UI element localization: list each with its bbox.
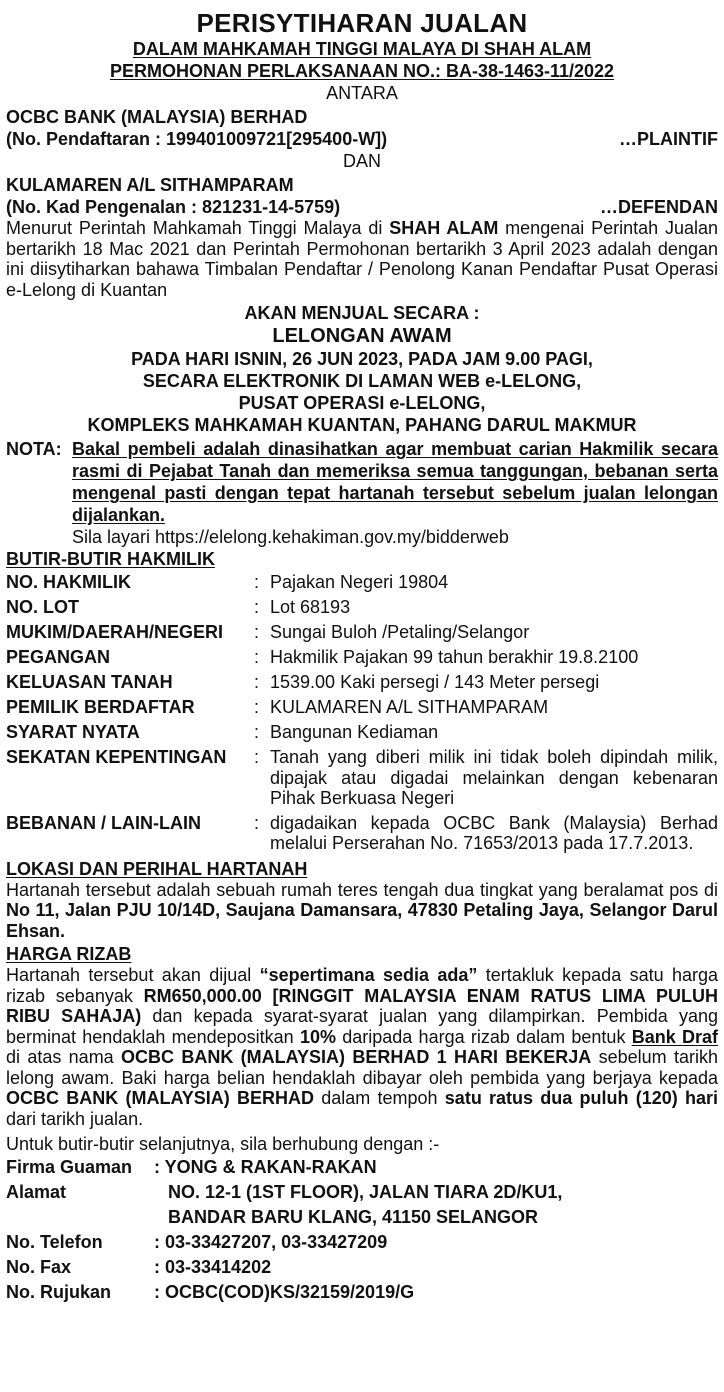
reserve-as-is: “sepertimana sedia ada” (259, 965, 478, 985)
location-text: Hartanah tersebut adalah sebuah rumah teres tengah dua tingkat yang beralamat pos di (6, 879, 718, 900)
detail-row-encumbrance (6, 813, 718, 854)
detail-colon: : (254, 622, 260, 642)
page-title: PERISYTIHARAN JUALAN (196, 8, 528, 38)
intro-text-2: mengenai Perintah Jualan bertarikh 18 Mac 2021 dan Perintah Permohonan bertarikh 3 April 2023 adalah dengan ini diisytiharkan bahawa Timbalan Pendaftar / Penolong Kanan Pendaftar Pusat Operasi e-Lelong di Kuantan (6, 218, 718, 300)
detail-value: Bangunan Kediaman (270, 722, 439, 742)
title-details-heading: BUTIR-BUTIR HAKMILIK (6, 549, 215, 569)
auction-method: SECARA ELEKTRONIK DI LAMAN WEB e-LELONG, (142, 371, 582, 391)
between-label: ANTARA (326, 83, 398, 103)
address-line-2: BANDAR BARU KLANG, 41150 SELANGOR (168, 1207, 539, 1227)
contact-key: No. Rujukan (6, 1282, 112, 1302)
defendant-name-row (6, 174, 718, 196)
contact-ref-row (6, 1280, 718, 1305)
detail-row-lot-no (6, 595, 718, 620)
detail-colon: : (254, 812, 260, 833)
and-label: DAN (342, 151, 381, 171)
reference-number: : OCBC(COD)KS/32159/2019/G (154, 1282, 415, 1302)
detail-key: SEKATAN KEPENTINGAN (6, 747, 227, 767)
will-sell-heading: AKAN MENJUAL SECARA : (244, 303, 480, 323)
reserve-amount: RM650,000.00 [RINGGIT MALAYSIA ENAM RATUS LIMA PULUH RIBU SAHAJA) (6, 985, 718, 1026)
intro-location: SHAH ALAM (389, 218, 499, 238)
detail-colon: : (254, 572, 260, 592)
auction-venue: KOMPLEKS MAHKAMAH KUANTAN, PAHANG DARUL MAKMUR (87, 415, 637, 435)
contact-firm-row (6, 1155, 718, 1180)
reserve-text: di atas nama (6, 1047, 122, 1067)
detail-row-owner (6, 695, 718, 720)
contact-fax-row (6, 1255, 718, 1280)
contact-address-row (6, 1180, 718, 1230)
detail-key: BEBANAN / LAIN-LAIN (6, 812, 201, 833)
detail-key: PEGANGAN (6, 647, 111, 667)
defendant-ic: (No. Kad Pengenalan : 821231-14-5759) (6, 197, 341, 217)
plaintiff-role: …PLAINTIF (619, 129, 718, 149)
detail-row-land-area (6, 670, 718, 695)
detail-value: digadaikan kepada OCBC Bank (Malaysia) Berhad melalui Perserahan No. 71653/2013 pada 17.7.2013. (270, 812, 718, 853)
deposit-percent: 10% (299, 1026, 336, 1047)
detail-row-restriction (6, 747, 718, 809)
court-name: DALAM MAHKAMAH TINGGI MALAYA DI SHAH ALAM (132, 39, 592, 59)
reserve-text: tertakluk kepada satu harga rizab sebanyak (6, 965, 718, 1006)
reserve-text: dari tarikh jualan. (6, 1108, 144, 1129)
contact-key: Firma Guaman (6, 1157, 133, 1177)
fax-number: : 03-33414202 (154, 1257, 272, 1277)
detail-key: PEMILIK BERDAFTAR (6, 697, 195, 717)
reserve-text: dan kepada syarat-syarat jualan yang dilampirkan. Pembida yang berminat hendaklah mendepositkan (6, 1006, 718, 1047)
detail-row-mukim (6, 620, 718, 645)
contact-key: No. Telefon (6, 1232, 103, 1252)
detail-colon: : (254, 722, 260, 742)
reserve-text: dalam tempoh (314, 1088, 445, 1108)
detail-key: NO. HAKMILIK (6, 572, 131, 592)
sale-proclamation (6, 0, 718, 1305)
auction-date: PADA HARI ISNIN, 26 JUN 2023, PADA JAM 9.00 PAGI, (131, 349, 593, 369)
plaintiff-name-row (6, 106, 718, 128)
deposit-payee: OCBC BANK (MALAYSIA) BERHAD 1 HARI BEKERJA (121, 1047, 592, 1067)
nota-label: NOTA: (6, 439, 62, 459)
case-number: PERMOHONAN PERLAKSANAAN NO.: BA-38-1463-11/2022 (109, 61, 615, 81)
payment-period: satu ratus dua puluh (120) hari (444, 1088, 718, 1108)
reserve-price-paragraph (6, 965, 718, 1129)
location-paragraph (6, 880, 718, 942)
balance-payee: OCBC BANK (MALAYSIA) BERHAD (6, 1088, 315, 1108)
phone-numbers: : 03-33427207, 03-33427209 (154, 1232, 388, 1252)
plaintiff-name: OCBC BANK (MALAYSIA) BERHAD (6, 107, 308, 127)
bank-draft: Bank Draf (631, 1026, 718, 1047)
reserve-text: daripada harga rizab dalam bentuk (335, 1026, 632, 1047)
property-address: No 11, Jalan PJU 10/14D, Saujana Damansara, 47830 Petaling Jaya, Selangor Darul Ehsan. (6, 900, 718, 941)
law-firm-name: : YONG & RAKAN-RAKAN (154, 1157, 377, 1177)
defendant-role: …DEFENDAN (599, 197, 718, 217)
reserve-text: sebelum tarikh lelong awam. Baki harga belian hendaklah dibayar oleh pembida yang berjaya kepada (6, 1047, 719, 1088)
contact-tel-row (6, 1230, 718, 1255)
defendant-name: KULAMAREN A/L SITHAMPARAM (6, 175, 294, 195)
nota-warning: Bakal pembeli adalah dinasihatkan agar membuat carian Hakmilik secara rasmi di Pejabat Tanah dan memeriksa semua tanggungan, bebanan serta mengenal pasti dengan tepat hartanah tersebut sebelum jualan lelongan dijalankan. (72, 439, 718, 525)
reserve-text: Hartanah tersebut akan dijual (6, 965, 260, 985)
detail-value: Hakmilik Pajakan 99 tahun berakhir 19.8.2100 (270, 647, 639, 667)
detail-colon: : (254, 597, 260, 617)
intro-paragraph (6, 218, 718, 300)
intro-text-1: Menurut Perintah Mahkamah Tinggi Malaya di (6, 218, 390, 238)
detail-row-title-no (6, 570, 718, 595)
contact-key: Alamat (6, 1182, 67, 1202)
detail-colon: : (254, 697, 260, 717)
plaintiff-reg: (No. Pendaftaran : 199401009721[295400-W]) (6, 129, 388, 149)
auction-type: LELONGAN AWAM (272, 325, 452, 347)
plaintiff-reg-row (6, 128, 718, 150)
detail-row-tenure (6, 645, 718, 670)
detail-colon: : (254, 747, 260, 767)
location-heading: LOKASI DAN PERIHAL HARTANAH (6, 858, 308, 879)
detail-colon: : (254, 647, 260, 667)
nota-visit-link[interactable]: Sila layari https://elelong.kehakiman.gov.my/bidderweb (72, 527, 509, 547)
detail-value: Tanah yang diberi milik ini tidak boleh dipindah milik, dipajak atau digadai melainkan dengan kebenaran Pihak Berkuasa Negeri (270, 747, 718, 808)
defendant-ic-row (6, 196, 718, 218)
address-line-1: NO. 12-1 (1ST FLOOR), JALAN TIARA 2D/KU1, (168, 1182, 563, 1202)
detail-key: MUKIM/DAERAH/NEGERI (6, 622, 224, 642)
detail-value: KULAMAREN A/L SITHAMPARAM (270, 697, 549, 717)
detail-key: KELUASAN TANAH (6, 672, 173, 692)
auction-center: PUSAT OPERASI e-LELONG, (238, 393, 486, 413)
detail-value: Sungai Buloh /Petaling/Selangor (270, 622, 530, 642)
detail-value: Lot 68193 (270, 597, 351, 617)
detail-key: NO. LOT (6, 597, 79, 617)
detail-key: SYARAT NYATA (6, 722, 140, 742)
nota-block (6, 438, 718, 548)
detail-value: 1539.00 Kaki persegi / 143 Meter persegi (270, 672, 600, 692)
detail-colon: : (254, 672, 260, 692)
contact-key: No. Fax (6, 1257, 72, 1277)
reserve-price-heading: HARGA RIZAB (6, 944, 132, 964)
detail-row-express-condition (6, 720, 718, 745)
detail-value: Pajakan Negeri 19804 (270, 572, 449, 592)
contact-intro: Untuk butir-butir selanjutnya, sila berhubung dengan :- (6, 1134, 440, 1154)
